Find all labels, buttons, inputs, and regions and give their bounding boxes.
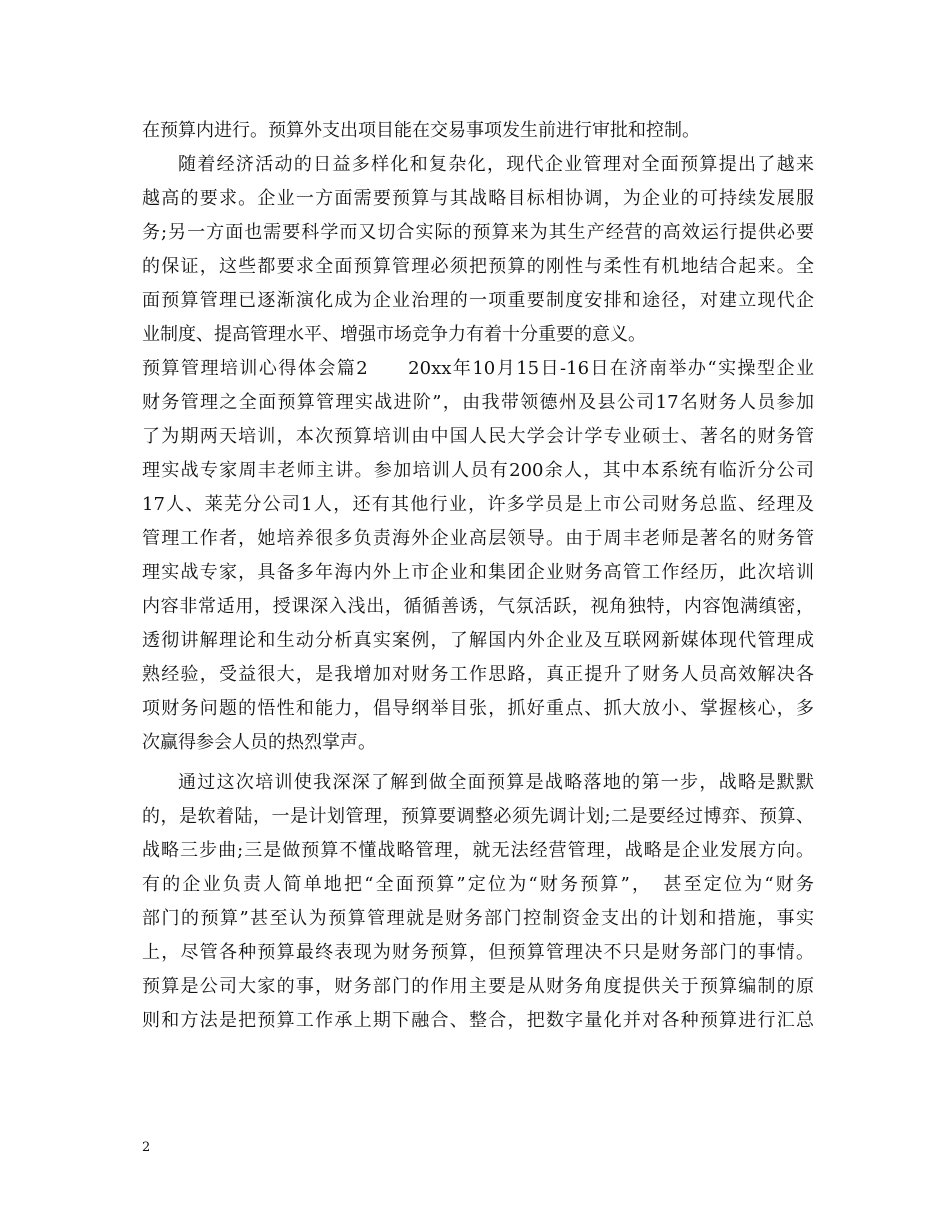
text-line: 的，是软着陆，一是计划管理，预算要调整必须先调计划;二是要经过博弈、预算、 xyxy=(142,806,814,827)
text-line: 面预算管理已逐渐演化成为企业治理的一项重要制度安排和途径，对建立现代企 xyxy=(142,290,814,311)
text-line: 越高的要求。企业一方面需要预算与其战略目标相协调，为企业的可持续发展服 xyxy=(142,188,814,209)
text-line: 的保证，这些都要求全面预算管理必须把预算的刚性与柔性有机地结合起来。全 xyxy=(142,256,814,277)
section-heading-line: 预算管理培训心得体会篇2 20xx年10月15日-16日在济南举办“实操型企业 xyxy=(142,358,814,379)
body-text xyxy=(142,114,814,1038)
text-line: 理实战专家周丰老师主讲。参加培训人员有200余人，其中本系统有临沂分公司 xyxy=(142,460,814,481)
text-line: 理实战专家，具备多年海内外上市企业和集团企业财务高管工作经历，此次培训 xyxy=(142,562,814,583)
text-line: 了为期两天培训，本次预算培训由中国人民大学会计学专业硕士、著名的财务管 xyxy=(142,426,814,447)
text-line: 财务管理之全面预算管理实战进阶”，由我带领德州及县公司17名财务人员参加 xyxy=(142,392,814,413)
text-line: 熟经验，受益很大，是我增加对财务工作思路，真正提升了财务人员高效解决各 xyxy=(142,664,814,685)
text-line: 上，尽管各种预算最终表现为财务预算，但预算管理决不只是财务部门的事情。 xyxy=(142,942,814,963)
text-line: 有的企业负责人简单地把“全面预算”定位为“财务预算”， 甚至定位为“财务 xyxy=(142,874,814,895)
text-line: 随着经济活动的日益多样化和复杂化，现代企业管理对全面预算提出了越来 xyxy=(178,154,814,175)
text-line: 业制度、提高管理水平、增强市场竞争力有着十分重要的意义。 xyxy=(142,324,646,345)
text-line: 通过这次培训使我深深了解到做全面预算是战略落地的第一步，战略是默默 xyxy=(178,772,814,793)
text-line: 则和方法是把预算工作承上期下融合、整合，把数字量化并对各种预算进行汇总 xyxy=(142,1010,814,1031)
text-line: 预算是公司大家的事，财务部门的作用主要是从财务角度提供关于预算编制的原 xyxy=(142,976,814,997)
text-line: 17人、莱芜分公司1人，还有其他行业，许多学员是上市公司财务总监、经理及 xyxy=(142,494,814,515)
page-number: 2 xyxy=(142,1140,151,1155)
text-line: 次赢得参会人员的热烈掌声。 xyxy=(142,732,376,753)
text-line: 在预算内进行。预算外支出项目能在交易事项发生前进行审批和控制。 xyxy=(142,120,700,141)
text-line: 部门的预算”甚至认为预算管理就是财务部门控制资金支出的计划和措施，事实 xyxy=(142,908,814,929)
text-line: 战略三步曲;三是做预算不懂战略管理，就无法经营管理，战略是企业发展方向。 xyxy=(142,840,814,861)
text-line: 项财务问题的悟性和能力，倡导纲举目张，抓好重点、抓大放小、掌握核心，多 xyxy=(142,698,814,719)
text-line: 透彻讲解理论和生动分析真实案例，了解国内外企业及互联网新媒体现代管理成 xyxy=(142,630,814,651)
text-line: 务;另一方面也需要科学而又切合实际的预算来为其生产经营的高效运行提供必要 xyxy=(142,222,814,243)
text-line: 内容非常适用，授课深入浅出，循循善诱，气氛活跃，视角独特，内容饱满缜密， xyxy=(142,596,814,617)
text-line: 管理工作者，她培养很多负责海外企业高层领导。由于周丰老师是著名的财务管 xyxy=(142,528,814,549)
